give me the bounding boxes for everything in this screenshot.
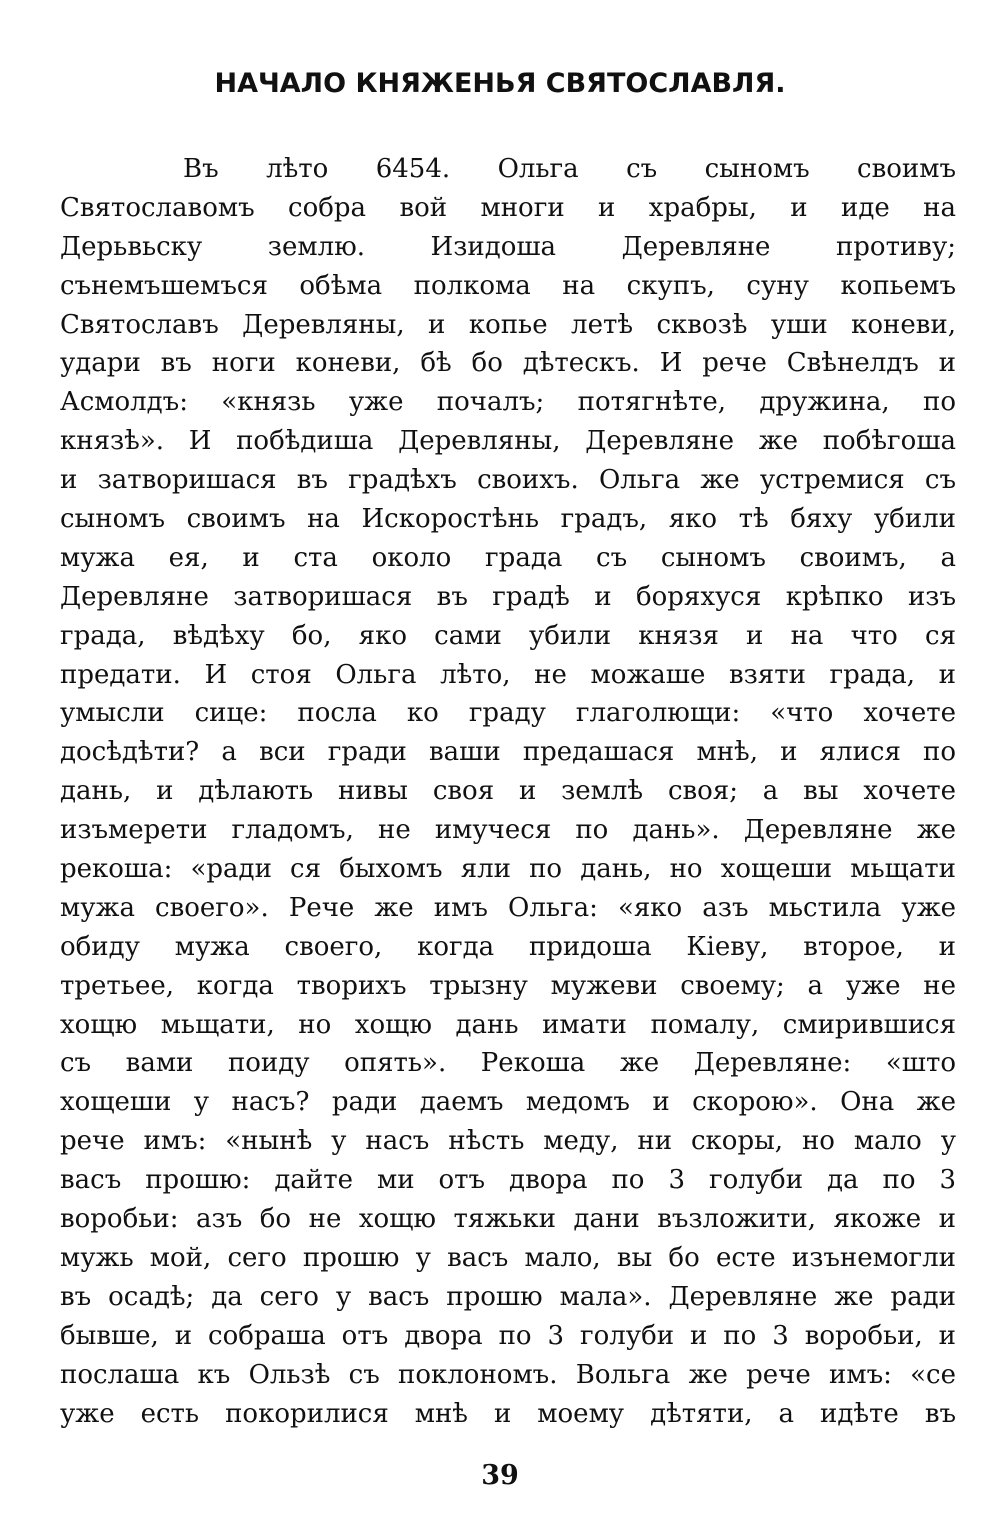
body-text	[60, 150, 956, 1433]
text-line: съ вами поиду опять». Рекоша же Деревляне: «што	[60, 1048, 956, 1079]
text-line: обиду мужа своего, когда придоша Кіеву, второе, и	[60, 931, 956, 962]
text-line: сыномъ своимъ на Искоростѣнь градъ, яко тѣ бяху убили	[60, 504, 956, 535]
text-line: рекоша: «ради ся быхомъ яли по дань, но хощеши мьщати	[60, 854, 956, 885]
text-line: васъ прошю: дайте ми отъ двора по 3 голуби да по 3	[60, 1165, 956, 1196]
text-line: Деревляне затворишася въ градѣ и боряхуся крѣпко изъ	[60, 581, 956, 612]
text-line: бывше, и собраша отъ двора по 3 голуби и по 3 воробьи, и	[60, 1320, 956, 1351]
text-line: умысли сице: посла ко граду глаголющи: «что хочете	[60, 698, 956, 729]
text-line: воробьи: азъ бо не хощю тяжьки дани възложити, якоже и	[60, 1204, 956, 1235]
text-line: досѣдѣти? а вси гради ваши предашася мнѣ, и ялися по	[60, 737, 956, 768]
text-line: дань, и дѣлають нивы своя и землѣ своя; а вы хочете	[60, 776, 956, 807]
text-line: мужа ея, и ста около града съ сыномъ своимъ, а	[60, 542, 956, 573]
text-line: третьее, когда творихъ трызну мужеви своему; а уже не	[60, 970, 956, 1001]
text-line: Святославомъ собра вой многи и храбры, и иде на	[60, 192, 956, 223]
text-line: сънемъшемъся обѣма полкома на скупъ, суну копьемъ	[60, 270, 956, 301]
text-line: послаша къ Ользѣ съ поклономъ. Вольга же рече имъ: «се	[60, 1359, 956, 1390]
text-line: хощю мьщати, но хощю дань имати помалу, смирившися	[60, 1009, 956, 1040]
text-line: въ осадѣ; да сего у васъ прошю мала». Деревляне же ради	[60, 1281, 956, 1312]
text-line: удари въ ноги коневи, бѣ бо дѣтескъ. И рече Свѣнелдъ и	[60, 348, 956, 379]
text-line: Святославъ Деревляны, и копье летѣ сквозѣ уши коневи,	[60, 309, 956, 340]
text-line: князѣ». И побѣдиша Деревляны, Деревляне же побѣгоша	[60, 426, 956, 457]
page-number: 39	[481, 1460, 519, 1491]
text-line: изъмерети гладомъ, не имучеся по дань». Деревляне же	[60, 815, 956, 846]
text-line: мужь мой, сего прошю у васъ мало, вы бо есте изънемогли	[60, 1242, 956, 1273]
text-line: Въ лѣто 6454. Ольга съ сыномъ своимъ	[183, 154, 956, 184]
text-line: града, вѣдѣху бо, яко сами убили князя и на что ся	[60, 620, 956, 651]
text-line: Асмолдъ: «князь уже почалъ; потягнѣте, дружина, по	[60, 387, 956, 418]
text-line: хощеши у насъ? ради даемъ медомъ и скорою». Она же	[60, 1087, 956, 1118]
text-line: предати. И стоя Ольга лѣто, не можаше взяти града, и	[60, 659, 956, 690]
text-line: уже есть покорилися мнѣ и моему дѣтяти, а идѣте въ	[60, 1398, 956, 1429]
chapter-title: НАЧАЛО КНЯЖЕНЬЯ СВЯТОСЛАВЛЯ.	[214, 68, 786, 99]
text-line: рече имъ: «нынѣ у насъ нѣсть меду, ни скоры, но мало у	[60, 1126, 956, 1157]
text-line: и затворишася въ градѣхъ своихъ. Ольга же устремися съ	[60, 465, 956, 496]
text-line: мужа своего». Рече же имъ Ольга: «яко азъ мьстила уже	[60, 892, 956, 923]
text-line: Дерьвьску землю. Изидоша Деревляне противу;	[60, 231, 956, 262]
